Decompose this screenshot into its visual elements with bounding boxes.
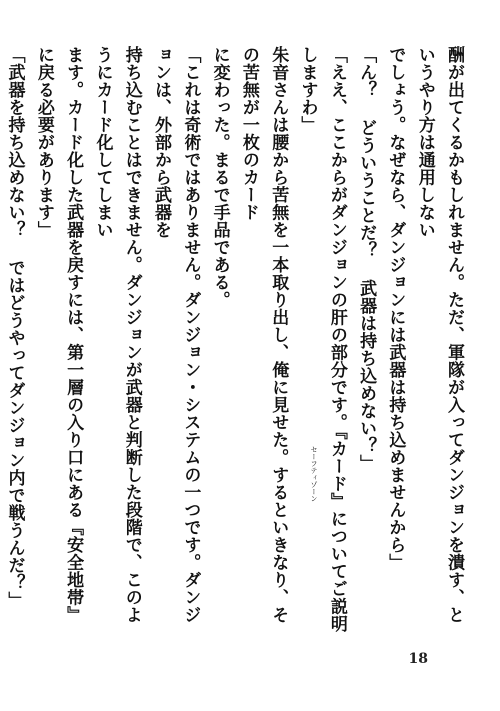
page-number: 18 (408, 651, 428, 667)
text-line: 「ん？ どういうことだ？ 武器は持ち込めない？」 (356, 46, 377, 472)
text-line: 「ええ、ここからがダンジョンの肝の部分です。『カード』についてご説明しますわ」 (297, 46, 347, 633)
ruby-annotation: セーフティゾーン (310, 446, 318, 502)
text-line: 朱音さんは腰から苦無を一本取り出し、俺に見せた。するといきなり、その苦無が一枚のカード (238, 46, 289, 624)
text-line: 「武器を持ち込めない？ ではどうやってダンジョン内で戦うんだ？」 (4, 46, 25, 609)
vertical-text-body (4, 46, 468, 636)
text-line: 酬が出てくるかもしれません。ただ、軍隊が入ってダンジョンを潰す、というやり方は通用しない (414, 46, 464, 624)
text-line: 「これは奇術ではありません。ダンジョン・システムの一つです。ダンジョンは、外部から武器を (151, 46, 201, 624)
text-line: 持ち込むことはできません。ダンジョンが武器と判断した段階で、このようにカード化してしまい (92, 46, 142, 624)
text-line: に変わった。まるで手品である。 (209, 46, 230, 309)
text-line: でしょう。なぜなら、ダンジョンには武器は持ち込めませんから」 (385, 46, 406, 571)
text-line: ます。カード化した武器を戻すには、第一層の入り口にある『安全地帯』に戻る必要があります」 (33, 46, 84, 624)
